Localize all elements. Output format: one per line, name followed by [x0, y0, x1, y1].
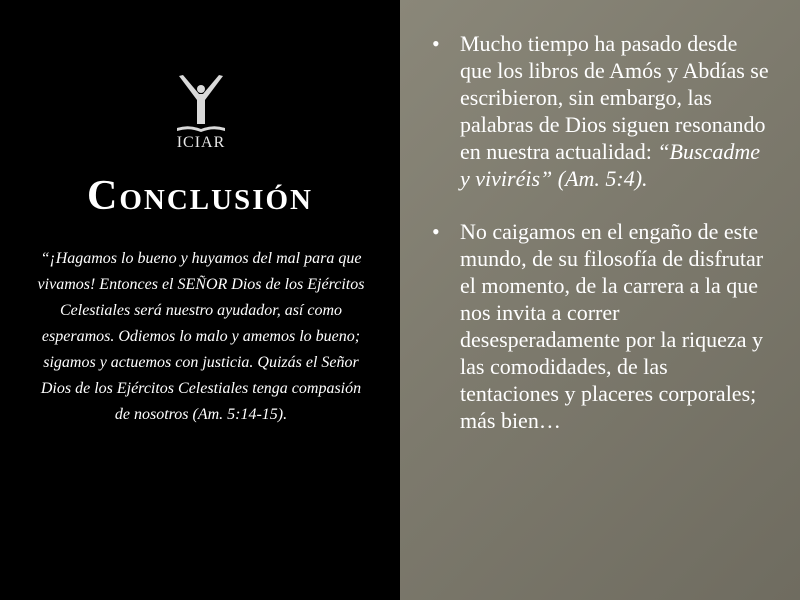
bullet-list — [430, 30, 770, 460]
bullet-text: Mucho tiempo ha pasado desde que los libros de Amós y Abdías se escribieron, sin embargo, las palabras de Dios siguen resonando en nuestra actualidad: — [460, 31, 769, 164]
page-title: Conclusión — [87, 173, 313, 219]
quote-text: “¡Hagamos lo bueno y huyamos del mal para que vivamos! Entonces el SEÑOR Dios de los Ejércitos Celestiales será nuestro ayudador, así como esperamos. Odiemos lo malo y amemos lo bueno; sigamos y actuemos con justicia. Quizás el Señor Dios de los Ejércitos Celestiales tenga compasión de nosotros (Am. 5:14-15). — [37, 250, 365, 423]
iciar-logo — [170, 74, 232, 164]
bullet-item — [430, 218, 770, 434]
bullet-dot-icon: • — [432, 219, 440, 244]
raised-arms-figure-icon — [173, 74, 229, 136]
bullet-text: No caigamos en el engaño de este mundo, de su filosofía de disfrutar el momento, de la carrera a la que nos invita a correr desesperadamente por la riqueza y las comodidades, de las tentaciones y placeres corporales; más bien… — [460, 219, 764, 433]
right-panel — [400, 0, 800, 600]
logo-text: ICIAR — [176, 134, 226, 151]
bullet-dot-icon: • — [432, 31, 440, 56]
bullet-emphasis: “Buscadme y viviréis” (Am. 5:4). — [460, 139, 760, 191]
bullet-item — [430, 30, 770, 192]
